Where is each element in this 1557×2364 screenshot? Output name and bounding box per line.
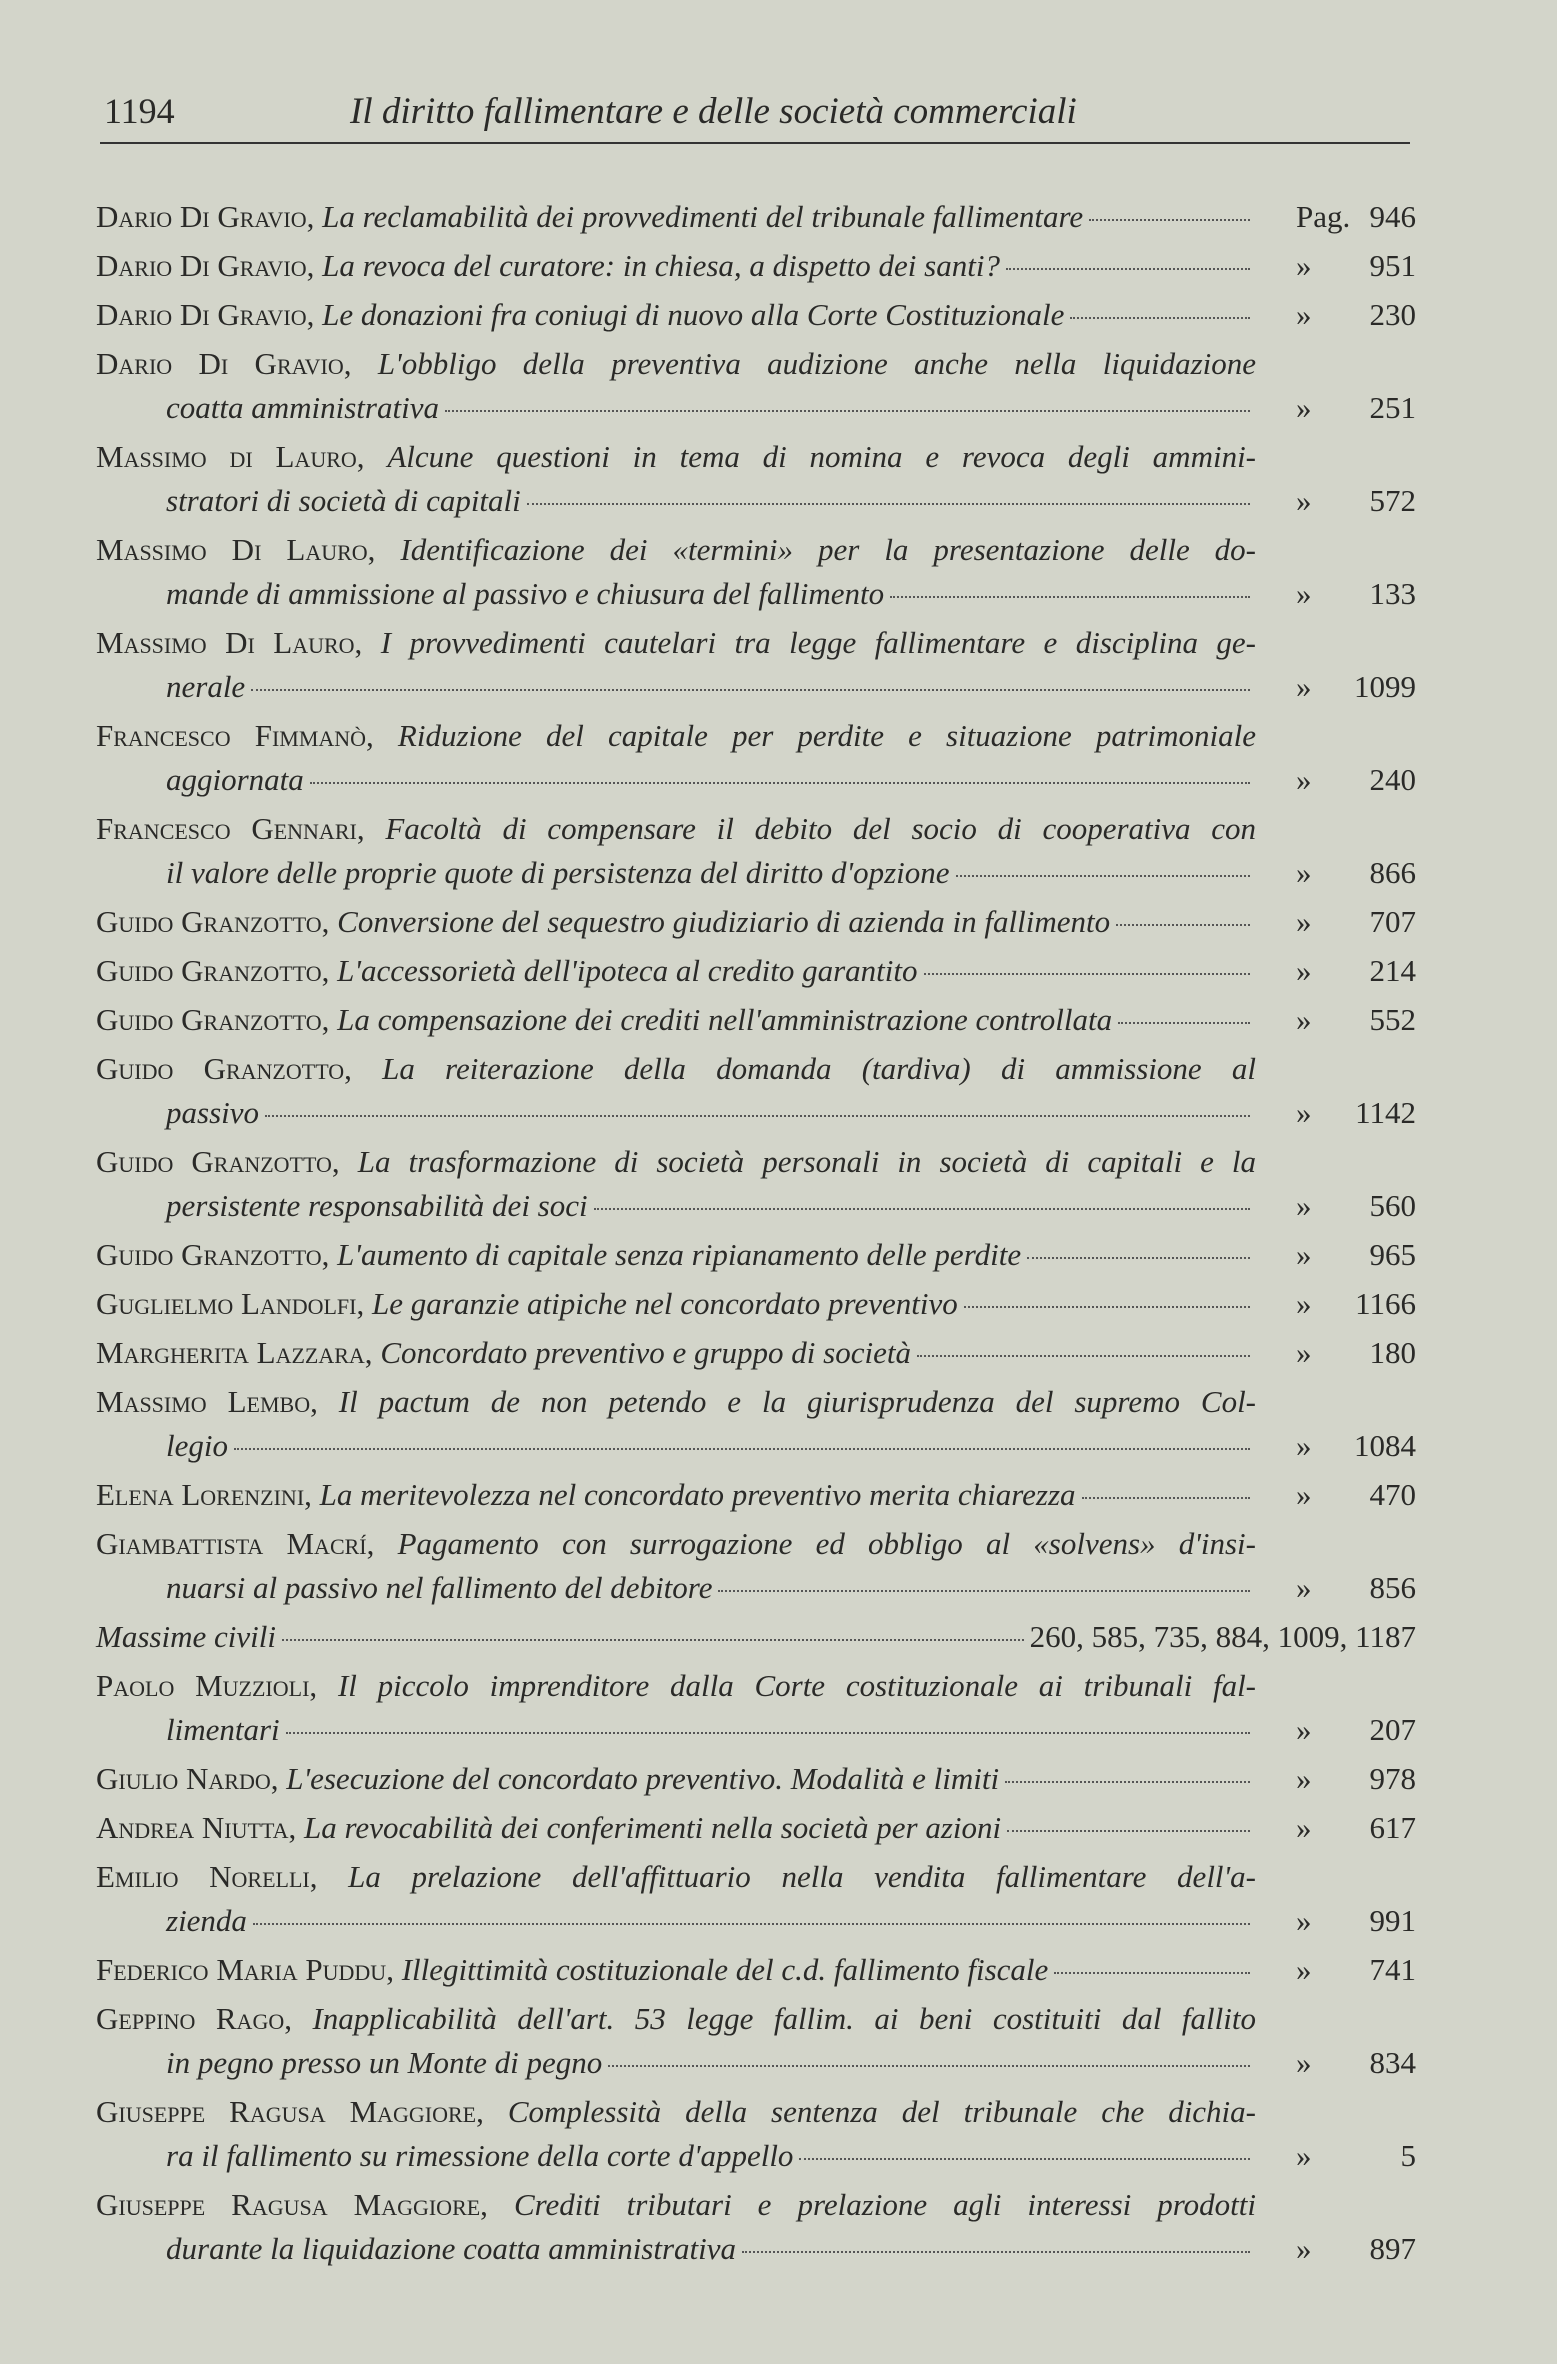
entry-title-continued: durante la liquidazione coatta amministrativa [166, 2231, 737, 2266]
index-entry [96, 1282, 1416, 1326]
entry-page-ref [1256, 2090, 1416, 2178]
entry-title-continued: mande di ammissione al passivo e chiusura del fallimento [166, 576, 885, 611]
entry-text [96, 195, 1256, 239]
entry-title: Illegittimità costituzionale del c.d. fallimento fiscale [401, 1952, 1049, 1987]
page-marker: » [1296, 1903, 1312, 1938]
entry-text [96, 1233, 1256, 1277]
entry-page-ref [1256, 293, 1416, 337]
index-entry [96, 1757, 1416, 1801]
entry-author: Massimo di Lauro, [96, 439, 365, 474]
dot-leader [956, 875, 1250, 877]
page-marker: » [1296, 483, 1312, 518]
entry-author: Margherita Lazzara, [96, 1335, 373, 1370]
entry-author: Guido Granzotto, [96, 1051, 352, 1086]
dot-leader [890, 596, 1250, 598]
page-marker: Pag. [1296, 199, 1351, 234]
entry-page-ref [1256, 1282, 1416, 1326]
dot-leader [445, 410, 1250, 412]
entry-title: Complessità della sentenza del tribunale che dichia- [507, 2094, 1256, 2129]
entry-title: La revocabilità dei conferimenti nella società per azioni [304, 1810, 1002, 1845]
entry-page-ref [1256, 1331, 1416, 1375]
entry-page-ref [1256, 998, 1416, 1042]
index-entry [96, 1855, 1416, 1943]
running-title: Il diritto fallimentare e delle società commerciali [350, 91, 1077, 132]
index-entry [96, 998, 1416, 1042]
index-entry [96, 1806, 1416, 1850]
entry-page-ref [1256, 1757, 1416, 1801]
entry-author: Emilio Norelli, [96, 1859, 318, 1894]
entry-page: 572 [1369, 483, 1416, 518]
entry-title: Alcune questioni in tema di nomina e revoca degli ammini- [387, 439, 1256, 474]
entry-page: 856 [1369, 1570, 1416, 1605]
entry-title: L'esecuzione del concordato preventivo. Modalità e limiti [286, 1761, 1000, 1796]
entry-author: Elena Lorenzini, [96, 1477, 312, 1512]
entry-title: La reclamabilità dei provvedimenti del tribunale fallimentare [322, 199, 1084, 234]
entry-page: 1142 [1355, 1095, 1416, 1130]
entry-page: 991 [1369, 1903, 1416, 1938]
page-marker: » [1296, 1712, 1312, 1747]
page-marker: » [1296, 248, 1312, 283]
entry-page: 560 [1369, 1188, 1416, 1223]
page-marker: » [1296, 297, 1312, 332]
entry-text [96, 1757, 1256, 1801]
entry-page-ref [1256, 528, 1416, 616]
entry-author: Giuseppe Ragusa Maggiore, [96, 2187, 488, 2222]
index-entry [96, 1948, 1416, 1992]
dot-leader [1027, 1257, 1250, 1259]
entry-author: Guido Granzotto, [96, 1237, 330, 1272]
dot-leader [1082, 1497, 1250, 1499]
page-marker: » [1296, 2045, 1312, 2080]
entry-text [96, 1855, 1256, 1943]
entry-text [96, 528, 1256, 616]
entry-title: Il piccolo imprenditore dalla Corte costituzionale ai tribunali fal- [337, 1668, 1257, 1703]
index-entry [96, 1380, 1416, 1468]
entry-text [96, 342, 1256, 430]
page-marker: » [1296, 1428, 1312, 1463]
dot-leader [265, 1115, 1250, 1117]
entry-title-continued: zienda [166, 1903, 247, 1938]
entry-page-ref [1256, 1047, 1416, 1135]
entry-title: Il pactum de non petendo e la giurisprudenza del supremo Col- [338, 1384, 1257, 1419]
entry-page: 230 [1369, 297, 1416, 332]
entry-title: Conversione del sequestro giudiziario di azienda in fallimento [337, 904, 1111, 939]
entry-title: L'aumento di capitale senza ripianamento delle perdite [337, 1237, 1022, 1272]
entry-title-continued: nuarsi al passivo nel fallimento del debitore [166, 1570, 713, 1605]
page-marker: » [1296, 1335, 1312, 1370]
index-entry [96, 1615, 1416, 1659]
entry-author: Massimo Di Lauro, [96, 625, 363, 660]
entry-author: Massimo Di Lauro, [96, 532, 376, 567]
page-marker: » [1296, 1477, 1312, 1512]
dot-leader [594, 1208, 1250, 1210]
page-number: 1194 [104, 91, 175, 131]
entry-page: 965 [1369, 1237, 1416, 1272]
index-entry [96, 1140, 1416, 1228]
entry-title-continued: passivo [166, 1095, 259, 1130]
entry-page-ref [1256, 1380, 1416, 1468]
dot-leader [1070, 317, 1250, 319]
entry-page: 897 [1369, 2231, 1416, 2266]
entry-title: Le donazioni fra coniugi di nuovo alla Corte Costituzionale [322, 297, 1065, 332]
entry-text [96, 244, 1256, 288]
entry-page: 470 [1369, 1477, 1416, 1512]
entry-author: Dario Di Gravio, [96, 297, 315, 332]
index-entry [96, 1473, 1416, 1517]
dot-leader [1005, 1781, 1250, 1783]
index-entry [96, 293, 1416, 337]
index-entry [96, 621, 1416, 709]
page-marker: » [1296, 1002, 1312, 1037]
entry-author: Francesco Gennari, [96, 811, 365, 846]
entry-page-ref [1256, 1522, 1416, 1610]
entry-page: 707 [1369, 904, 1416, 939]
page-marker: » [1296, 1095, 1312, 1130]
dot-leader [1054, 1972, 1250, 1974]
entry-text [96, 1664, 1256, 1752]
entry-title: Massime civili [96, 1619, 276, 1654]
entry-text [96, 1140, 1256, 1228]
page-marker: » [1296, 904, 1312, 939]
index-entry [96, 1047, 1416, 1135]
entry-title-continued: limentari [166, 1712, 280, 1747]
entry-title: La reiterazione della domanda (tardiva) di ammissione al [382, 1051, 1257, 1086]
index-entry [96, 2090, 1416, 2178]
dot-leader [924, 973, 1250, 975]
entry-page-ref [1256, 949, 1416, 993]
entry-author: Guglielmo Landolfi, [96, 1286, 365, 1321]
entry-text [96, 807, 1256, 895]
entry-page: 207 [1369, 1712, 1416, 1747]
entry-text [96, 2090, 1256, 2178]
entry-title-continued: nerale [166, 669, 246, 704]
entry-page-ref [1256, 1997, 1416, 2085]
entry-page: 866 [1369, 855, 1416, 890]
entry-author: Dario Di Gravio, [96, 248, 315, 283]
index-entry [96, 435, 1416, 523]
index-entry [96, 244, 1416, 288]
entry-title: La prelazione dell'affittuario nella vendita fallimentare dell'a- [348, 1859, 1256, 1894]
entry-text [96, 1522, 1256, 1610]
page-marker: » [1296, 1237, 1312, 1272]
entry-title: L'obbligo della preventiva audizione anche nella liquidazione [377, 346, 1257, 381]
entry-page: 978 [1369, 1761, 1416, 1796]
index-entry [96, 900, 1416, 944]
entry-page: 834 [1369, 2045, 1416, 2080]
entry-author: Guido Granzotto, [96, 904, 330, 939]
entry-title-continued: il valore delle proprie quote di persistenza del diritto d'opzione [166, 855, 950, 890]
entry-text [96, 2183, 1256, 2271]
entry-title: L'accessorietà dell'ipoteca al credito garantito [337, 953, 918, 988]
entry-page: 1084 [1354, 1428, 1416, 1463]
entry-page: 240 [1369, 762, 1416, 797]
entry-page-ref [1256, 621, 1416, 709]
dot-leader [1116, 924, 1250, 926]
entry-author: Giuseppe Ragusa Maggiore, [96, 2094, 484, 2129]
entry-text [96, 435, 1256, 523]
page-marker: » [1296, 762, 1312, 797]
page-marker: » [1296, 1286, 1312, 1321]
entry-title: Identificazione dei «termini» per la presentazione delle do- [400, 532, 1257, 567]
entry-text [96, 621, 1256, 709]
dot-leader [253, 1923, 1250, 1925]
index-entry [96, 2183, 1416, 2271]
dot-leader [234, 1448, 1250, 1450]
entry-page-ref [1256, 807, 1416, 895]
dot-leader [1118, 1022, 1250, 1024]
page-marker: » [1296, 1570, 1312, 1605]
entry-page: 180 [1369, 1335, 1416, 1370]
entry-author: Guido Granzotto, [96, 1144, 340, 1179]
entry-author: Giambattista Macrí, [96, 1526, 375, 1561]
entry-page: 251 [1369, 390, 1416, 425]
entry-page-ref [1256, 714, 1416, 802]
entry-page-ref [1256, 244, 1416, 288]
entry-author: Massimo Lembo, [96, 1384, 318, 1419]
dot-leader [1007, 1830, 1250, 1832]
entry-text [96, 1380, 1256, 1468]
index-entry [96, 342, 1416, 430]
dot-leader [251, 689, 1250, 691]
entry-text [96, 1331, 1256, 1375]
entry-title: Pagamento con surrogazione ed obbligo al «solvens» d'insi- [397, 1526, 1256, 1561]
entry-author: Francesco Fimmanò, [96, 718, 374, 753]
dot-leader [310, 782, 1250, 784]
entry-page-ref [1256, 1948, 1416, 1992]
entry-author: Federico Maria Puddu, [96, 1952, 394, 1987]
entry-title: Facoltà di compensare il debito del socio di cooperativa con [385, 811, 1257, 846]
page-marker: » [1296, 2138, 1312, 2173]
entry-title: I provvedimenti cautelari tra legge fallimentare e disciplina ge- [380, 625, 1257, 660]
entry-page-ref [1256, 435, 1416, 523]
index-entry [96, 195, 1416, 239]
entry-page-ref [1256, 1806, 1416, 1850]
entry-page: 133 [1369, 576, 1416, 611]
index-entry [96, 1664, 1416, 1752]
dot-leader [1089, 219, 1250, 221]
entry-page: 214 [1369, 953, 1416, 988]
entry-author: Guido Granzotto, [96, 953, 330, 988]
dot-leader [608, 2065, 1250, 2067]
index-entry [96, 714, 1416, 802]
entry-page: 1099 [1354, 669, 1416, 704]
entry-title: Crediti tributari e prelazione agli interessi prodotti [513, 2187, 1257, 2222]
entry-page-ref [1256, 1664, 1416, 1752]
entry-title-continued: stratori di società di capitali [166, 483, 521, 518]
entry-text [96, 1282, 1256, 1326]
dot-leader [286, 1732, 1250, 1734]
entry-page: 1166 [1355, 1286, 1416, 1321]
entry-text [96, 1615, 1416, 1659]
entry-page-ref [1256, 2183, 1416, 2271]
entry-page-ref [1256, 195, 1416, 239]
entry-title-continued: legio [166, 1428, 228, 1463]
entry-title-continued: persistente responsabilità dei soci [166, 1188, 588, 1223]
entry-text [96, 1948, 1256, 1992]
entry-text [96, 1047, 1256, 1135]
entry-author: Giulio Nardo, [96, 1761, 279, 1796]
entry-title-continued: ra il fallimento su rimessione della corte d'appello [166, 2138, 794, 2173]
entry-author: Dario Di Gravio, [96, 199, 315, 234]
entry-title: Riduzione del capitale per perdite e situazione patrimoniale [397, 718, 1257, 753]
entry-title: La revoca del curatore: in chiesa, a dispetto dei santi? [322, 248, 1000, 283]
entry-page: 946 [1369, 199, 1416, 234]
entry-page-ref [1256, 1855, 1416, 1943]
entry-title: Concordato preventivo e gruppo di società [380, 1335, 911, 1370]
page-marker: » [1296, 576, 1312, 611]
index-entry [96, 528, 1416, 616]
page-marker: » [1296, 1810, 1312, 1845]
entry-text [96, 900, 1256, 944]
dot-leader [799, 2158, 1250, 2160]
entry-title-continued: aggiornata [166, 762, 304, 797]
entry-title: La meritevolezza nel concordato preventivo merita chiarezza [319, 1477, 1076, 1512]
index-entry [96, 1997, 1416, 2085]
entry-title-continued: coatta amministrativa [166, 390, 439, 425]
entry-page-ref [1256, 900, 1416, 944]
dot-leader [718, 1590, 1250, 1592]
entry-page-ref [1256, 1140, 1416, 1228]
entry-page: 741 [1369, 1952, 1416, 1987]
page-marker: » [1296, 390, 1312, 425]
index-list [96, 195, 1416, 2276]
dot-leader [527, 503, 1250, 505]
entry-title: La trasformazione di società personali in società di capitali e la [357, 1144, 1257, 1179]
entry-author: Geppino Rago, [96, 2001, 292, 2036]
page-marker: » [1296, 1952, 1312, 1987]
dot-leader [742, 2251, 1250, 2253]
running-header [100, 82, 1410, 144]
entry-page-ref [1256, 1473, 1416, 1517]
page-marker: » [1296, 1188, 1312, 1223]
index-entry [96, 1233, 1416, 1277]
index-entry [96, 1522, 1416, 1610]
entry-author: Dario Di Gravio, [96, 346, 352, 381]
page-marker: » [1296, 855, 1312, 890]
index-entry [96, 949, 1416, 993]
entry-text [96, 714, 1256, 802]
entry-author: Guido Granzotto, [96, 1002, 330, 1037]
index-entry [96, 807, 1416, 895]
entry-page: 5 [1400, 2138, 1416, 2173]
entry-text [96, 1806, 1256, 1850]
entry-page-ref [1256, 1233, 1416, 1277]
entry-page: 552 [1369, 1002, 1416, 1037]
entry-pages: 260, 585, 735, 884, 1009, 1187 [1029, 1619, 1416, 1654]
entry-page: 617 [1369, 1810, 1416, 1845]
dot-leader [917, 1355, 1250, 1357]
page-marker: » [1296, 1761, 1312, 1796]
page-marker: » [1296, 2231, 1312, 2266]
entry-author: Paolo Muzzioli, [96, 1668, 318, 1703]
entry-text [96, 1473, 1256, 1517]
index-entry [96, 1331, 1416, 1375]
entry-title-continued: in pegno presso un Monte di pegno [166, 2045, 603, 2080]
dot-leader [1006, 268, 1250, 270]
dot-leader [282, 1639, 1024, 1641]
entry-title: Le garanzie atipiche nel concordato preventivo [372, 1286, 958, 1321]
entry-title: La compensazione dei crediti nell'amministrazione controllata [337, 1002, 1113, 1037]
entry-page-ref [1256, 342, 1416, 430]
dot-leader [964, 1306, 1250, 1308]
entry-text [96, 1997, 1256, 2085]
entry-text [96, 949, 1256, 993]
entry-title: Inapplicabilità dell'art. 53 legge fallim. ai beni costituiti dal fallito [312, 2001, 1256, 2036]
entry-page: 951 [1369, 248, 1416, 283]
page-marker: » [1296, 953, 1312, 988]
entry-text [96, 998, 1256, 1042]
entry-text [96, 293, 1256, 337]
entry-author: Andrea Niutta, [96, 1810, 297, 1845]
page-marker: » [1296, 669, 1312, 704]
